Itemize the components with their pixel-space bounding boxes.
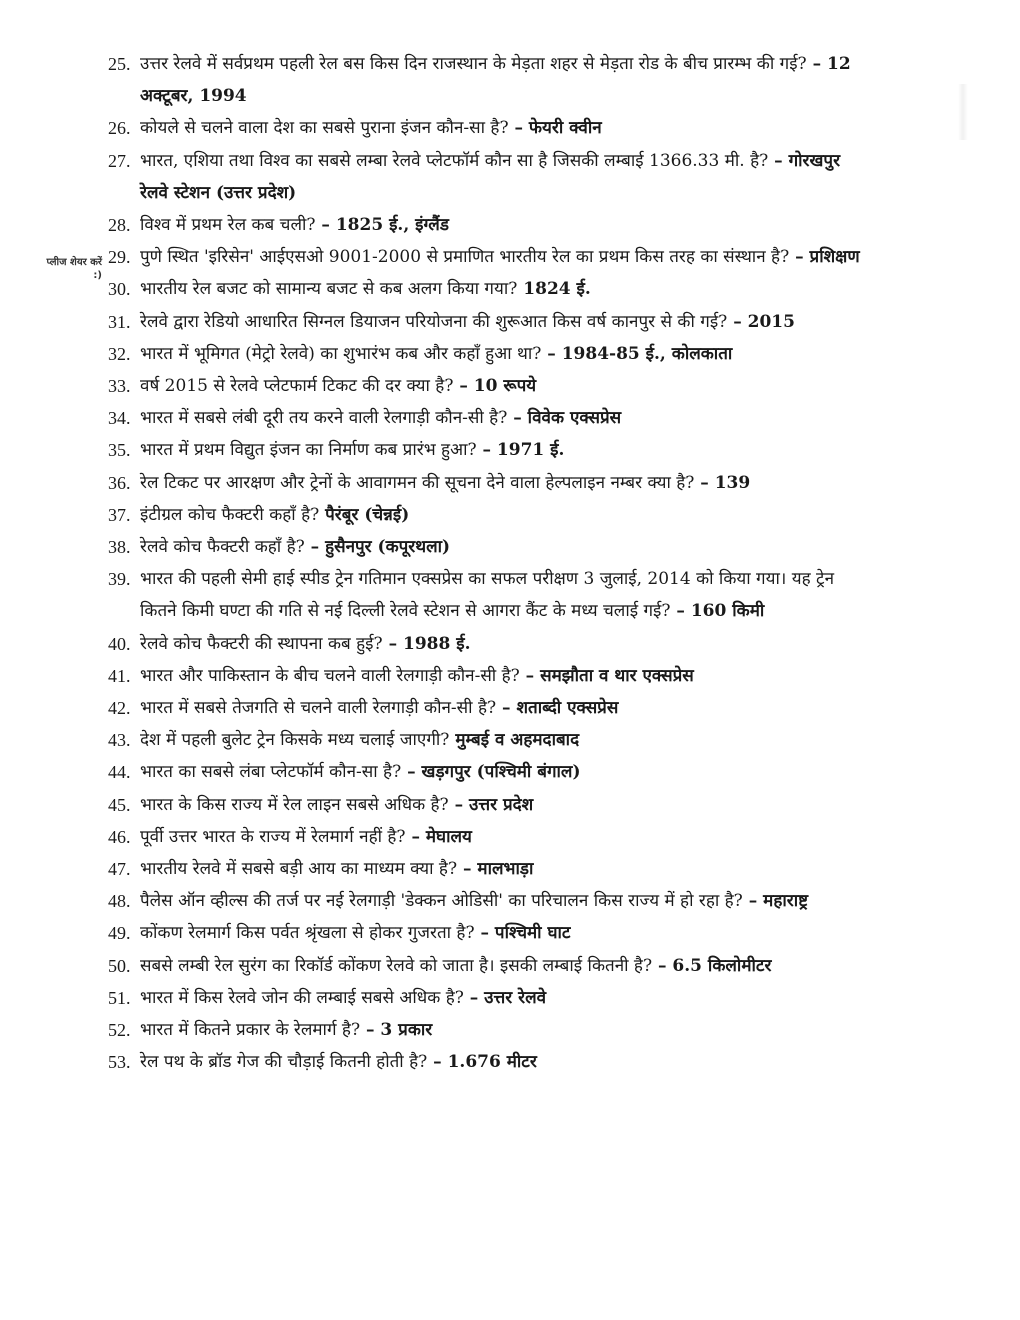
question-number: 40. <box>108 633 131 654</box>
question-text: देश में पहली बुलेट ट्रेन किसके मध्य चलाई जाएगी? <box>140 730 450 751</box>
question-text: भारतीय रेल बजट को सामान्य बजट से कब अलग किया गया? <box>140 279 518 300</box>
question-item <box>108 1046 868 1078</box>
question-text: उत्तर रेलवे में सर्वप्रथम पहली रेल बस किस दिन राजस्थान के मेड़ता शहर से मेड़ता रोड के बीच प्रारम्भ की गई? <box>140 54 807 74</box>
question-number: 53. <box>108 1052 131 1073</box>
question-item <box>108 306 868 338</box>
question-text: रेल टिकट पर आरक्षण और ट्रेनों के आवागमन की सूचना देने वाला हेल्पलाइन नम्बर क्या है? <box>140 472 695 493</box>
question-text: भारत और पाकिस्तान के बीच चलने वाली रेलगाड़ी कौन-सी है? <box>140 665 520 686</box>
answer-text: – 2015 <box>727 311 795 332</box>
question-item <box>108 241 868 273</box>
answer-text: – 1984-85 ई., कोलकाता <box>541 343 733 364</box>
answer-text: – पश्चिमी घाट <box>474 923 571 944</box>
question-item <box>108 209 868 241</box>
question-text: भारत के किस राज्य में रेल लाइन सबसे अधिक है? <box>140 794 449 815</box>
question-item <box>108 821 868 853</box>
answer-text: – समझौता व थार एक्सप्रेस <box>519 665 694 686</box>
answer-text: – 6.5 किलोमीटर <box>652 955 772 976</box>
answer-text: – 139 <box>694 472 751 493</box>
question-item <box>108 273 868 305</box>
question-text: विश्व में प्रथम रेल कब चली? <box>140 215 316 236</box>
question-text: पूर्वी उत्तर भारत के राज्य में रेलमार्ग नहीं है? <box>140 826 406 847</box>
answer-text: मुम्बई व अहमदाबाद <box>449 730 580 751</box>
answer-text: – 1.676 मीटर <box>427 1052 537 1073</box>
question-number: 43. <box>108 730 131 751</box>
question-text: भारत की पहली सेमी हाई स्पीड ट्रेन गतिमान एक्सप्रेस का सफल परीक्षण 3 जुलाई, 2014 को किया गया। यह ट्रेन कितने किमी घण्टा की गति से नई दिल्ली रेलवे स्टेशन से आगरा कैंट के मध्य चलाई गई? <box>140 569 835 622</box>
answer-text: – प्रशिक्षण <box>789 247 860 268</box>
question-item <box>108 370 868 402</box>
question-text: भारत में कितने प्रकार के रेलमार्ग है? <box>140 1020 361 1041</box>
question-number: 45. <box>108 794 131 815</box>
share-note: प्लीज शेयर करें :) <box>46 257 102 281</box>
question-text: इंटीग्रल कोच फैक्टरी कहाँ है? <box>140 504 320 525</box>
question-item <box>108 982 868 1014</box>
question-text: रेलवे कोच फैक्टरी की स्थापना कब हुई? <box>140 633 383 654</box>
question-number: 39. <box>108 569 131 590</box>
answer-text: – 1825 ई., इंग्लैंड <box>315 215 449 236</box>
question-number: 47. <box>108 859 131 880</box>
question-number: 46. <box>108 826 131 847</box>
answer-text: पैरंबूर (चेन्नई) <box>319 504 410 525</box>
question-number: 35. <box>108 440 131 461</box>
question-item <box>108 950 868 982</box>
question-number: 28. <box>108 215 131 236</box>
question-item <box>108 885 868 917</box>
question-text: भारत, एशिया तथा विश्व का सबसे लम्बा रेलवे प्लेटफॉर्म कौन सा है जिसकी लम्बाई 1366.33 मी. है? <box>140 150 769 171</box>
question-number: 37. <box>108 504 131 525</box>
question-number: 25. <box>108 54 131 74</box>
question-number: 29. <box>108 247 131 268</box>
question-number: 33. <box>108 376 131 397</box>
answer-text: – मेघालय <box>405 826 472 847</box>
question-item <box>108 48 868 112</box>
question-list <box>108 48 868 1079</box>
question-text: रेलवे द्वारा रेडियो आधारित सिग्नल डियाजन परियोजना की शुरूआत किस वर्ष कानपुर से की गई? <box>140 311 728 332</box>
answer-text: – 160 किमी <box>670 601 765 622</box>
answer-text: – 12 अक्टूबर, 1994 <box>140 54 851 107</box>
question-number: 34. <box>108 408 131 429</box>
question-item <box>108 628 868 660</box>
answer-text: – 3 प्रकार <box>360 1020 433 1041</box>
question-text: कोयले से चलने वाला देश का सबसे पुराना इंजन कौन-सा है? <box>140 118 509 139</box>
answer-text: – 1971 ई. <box>476 440 565 461</box>
answer-text: – उत्तर प्रदेश <box>448 794 534 815</box>
question-text: भारत में किस रेलवे जोन की लम्बाई सबसे अधिक है? <box>140 987 464 1008</box>
answer-text: – गोरखपुर रेलवे स्टेशन (उत्तर प्रदेश) <box>140 150 841 203</box>
answer-text: – 1988 ई. <box>382 633 471 654</box>
question-text: भारत में भूमिगत (मेट्रो रेलवे) का शुभारंभ कब और कहाँ हुआ था? <box>140 343 542 364</box>
question-number: 26. <box>108 118 131 139</box>
question-item <box>108 789 868 821</box>
question-number: 31. <box>108 311 131 332</box>
question-item <box>108 402 868 434</box>
question-number: 48. <box>108 891 131 912</box>
question-text: रेलवे कोच फैक्टरी कहाँ है? <box>140 537 305 558</box>
answer-text: – महाराष्ट्र <box>742 891 809 912</box>
question-number: 51. <box>108 987 131 1008</box>
question-item <box>108 467 868 499</box>
question-number: 38. <box>108 537 131 558</box>
question-number: 41. <box>108 665 131 686</box>
answer-text: – खड़गपुर (पश्चिमी बंगाल) <box>401 762 581 783</box>
question-number: 44. <box>108 762 131 783</box>
answer-text: – 10 रूपये <box>453 376 537 397</box>
question-item <box>108 917 868 949</box>
question-number: 50. <box>108 955 131 976</box>
question-text: भारतीय रेलवे में सबसे बड़ी आय का माध्यम क्या है? <box>140 859 458 880</box>
question-item <box>108 724 868 756</box>
question-number: 42. <box>108 698 131 719</box>
question-text: कोंकण रेलमार्ग किस पर्वत श्रृंखला से होकर गुजरता है? <box>140 923 475 944</box>
question-number: 36. <box>108 472 131 493</box>
question-text: सबसे लम्बी रेल सुरंग का रिकॉर्ड कोंकण रेलवे को जाता है। इसकी लम्बाई कितनी है? <box>140 955 653 976</box>
question-text: भारत में सबसे लंबी दूरी तय करने वाली रेलगाड़ी कौन-सी है? <box>140 408 508 429</box>
answer-text: – उत्तर रेलवे <box>463 987 547 1008</box>
question-item <box>108 853 868 885</box>
question-number: 32. <box>108 343 131 364</box>
question-text: रेल पथ के ब्रॉड गेज की चौड़ाई कितनी होती है? <box>140 1052 428 1073</box>
answer-text: – हुसैनपुर (कपूरथला) <box>304 537 451 558</box>
question-item <box>108 338 868 370</box>
question-item <box>108 1014 868 1046</box>
answer-text: – फेयरी क्वीन <box>508 118 602 139</box>
answer-text: – विवेक एक्सप्रेस <box>507 408 622 429</box>
question-text: वर्ष 2015 से रेलवे प्लेटफार्म टिकट की दर क्या है? <box>140 376 454 397</box>
question-text: पैलेस ऑन व्हील्स की तर्ज पर नई रेलगाड़ी 'डेक्कन ओडिसी' का परिचालन किस राज्य में हो रहा है? <box>140 891 743 912</box>
question-item <box>108 692 868 724</box>
answer-text: – शताब्दी एक्सप्रेस <box>496 698 619 719</box>
question-item <box>108 499 868 531</box>
question-text: पुणे स्थित 'इरिसेन' आईएसओ 9001-2000 से प्रमाणित भारतीय रेल का प्रथम किस तरह का संस्थान है? <box>140 247 790 268</box>
question-item <box>108 145 868 209</box>
question-number: 27. <box>108 150 131 171</box>
question-number: 30. <box>108 279 131 300</box>
question-item <box>108 531 868 563</box>
answer-text: – मालभाड़ा <box>457 859 534 880</box>
question-text: भारत में प्रथम विद्युत इंजन का निर्माण कब प्रारंभ हुआ? <box>140 440 477 461</box>
question-item <box>108 563 868 627</box>
question-number: 49. <box>108 923 131 944</box>
scan-artifact <box>958 84 968 140</box>
question-text: भारत में सबसे तेजगति से चलने वाली रेलगाड़ी कौन-सी है? <box>140 698 497 719</box>
question-item <box>108 434 868 466</box>
question-item <box>108 660 868 692</box>
question-number: 52. <box>108 1020 131 1041</box>
question-item <box>108 756 868 788</box>
answer-text: 1824 ई. <box>517 279 591 300</box>
question-item <box>108 112 868 144</box>
question-text: भारत का सबसे लंबा प्लेटफॉर्म कौन-सा है? <box>140 762 402 783</box>
